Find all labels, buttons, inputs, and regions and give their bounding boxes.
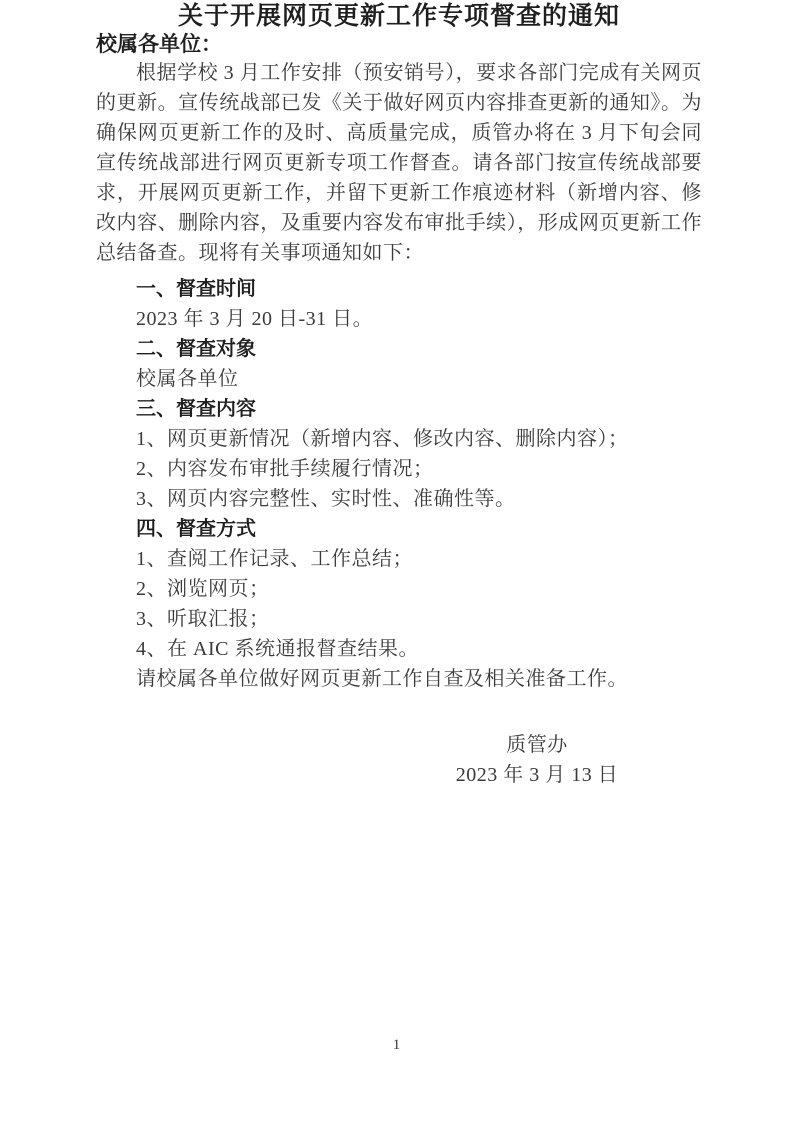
document-title: 关于开展网页更新工作专项督查的通知 <box>177 2 620 30</box>
section-2-item-1: 校属各单位 <box>136 368 239 390</box>
section-3-item-1: 1、网页更新情况（新增内容、修改内容、删除内容）； <box>136 428 629 450</box>
section-4-heading: 四、督查方式 <box>136 518 256 540</box>
signature-org: 质管办 <box>506 734 568 756</box>
intro-paragraph: 根据学校 3 月工作安排（预安销号），要求各部门完成有关网页的更新。宣传统战部已发《关于做好网页内容排查更新的通知》。为确保网页更新工作的及时、高质量完成，质管办将在 3 月下旬会同宣传统战部进行网页更新专项工作督查。请各部门按宣传统战部要求，开展网页更新工作，并留下更新工作痕迹材料（新增内容、修改内容、删除内容，及重要内容发布审批手续），形成网页更新工作总结备查。现将有关事项通知如下： <box>96 62 702 264</box>
section-3-item-3: 3、网页内容完整性、实时性、准确性等。 <box>136 488 516 510</box>
signature-date: 2023 年 3 月 13 日 <box>455 764 619 786</box>
section-3-heading: 三、督查内容 <box>136 398 256 420</box>
section-4-item-3: 3、听取汇报； <box>136 608 270 630</box>
signature-block <box>372 730 702 790</box>
section-4-item-2: 2、浏览网页； <box>136 578 270 600</box>
document-content <box>96 0 702 790</box>
section-3-item-2: 2、内容发布审批手续履行情况； <box>136 458 434 480</box>
sections <box>96 274 702 664</box>
salutation: 校属各单位： <box>96 33 222 56</box>
section-2-heading: 二、督查对象 <box>136 338 256 360</box>
section-1-item-1: 2023 年 3 月 20 日-31 日。 <box>136 308 374 330</box>
section-4-item-4: 4、在 AIC 系统通报督查结果。 <box>136 638 419 660</box>
section-1-heading: 一、督查时间 <box>136 278 256 300</box>
closing-paragraph: 请校属各单位做好网页更新工作自查及相关准备工作。 <box>136 668 628 690</box>
section-4-item-1: 1、查阅工作记录、工作总结； <box>136 548 413 570</box>
page-number: 1 <box>392 1037 401 1053</box>
